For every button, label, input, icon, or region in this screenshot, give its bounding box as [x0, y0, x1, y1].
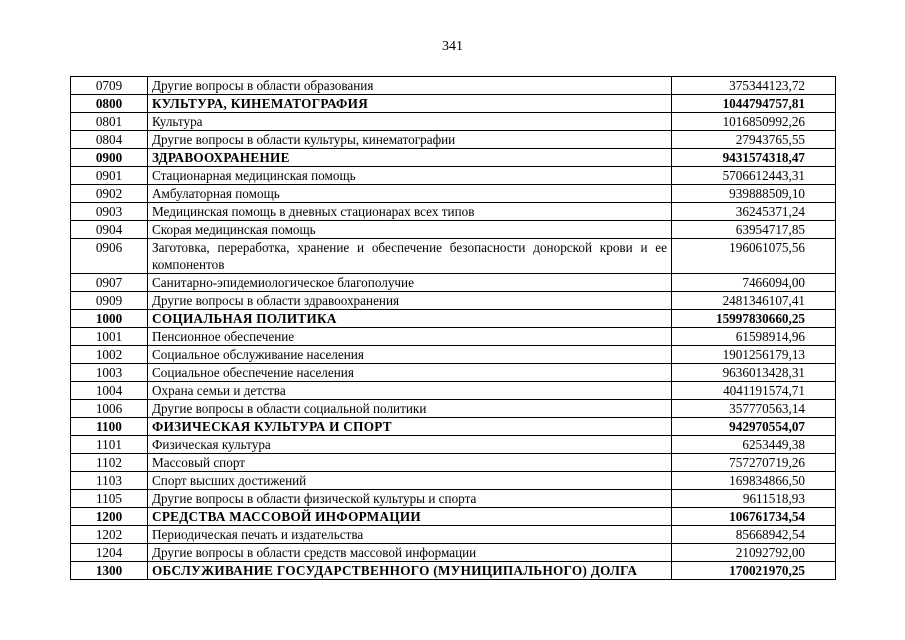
table-row: [71, 454, 836, 472]
name-cell: ЗДРАВООХРАНЕНИЕ: [148, 149, 672, 167]
table-row: [71, 292, 836, 310]
name-cell: ОБСЛУЖИВАНИЕ ГОСУДАРСТВЕННОГО (МУНИЦИПАЛЬНОГО) ДОЛГА: [148, 562, 672, 580]
name-cell: Другие вопросы в области физической культуры и спорта: [148, 490, 672, 508]
name-cell: Другие вопросы в области образования: [148, 77, 672, 95]
section-row: [71, 149, 836, 167]
table-row: [71, 382, 836, 400]
amount-cell: 9611518,93: [672, 490, 836, 508]
name-cell: Массовый спорт: [148, 454, 672, 472]
amount-cell: 4041191574,71: [672, 382, 836, 400]
section-row: [71, 418, 836, 436]
table-row: [71, 364, 836, 382]
amount-cell: 170021970,25: [672, 562, 836, 580]
name-cell: ФИЗИЧЕСКАЯ КУЛЬТУРА И СПОРТ: [148, 418, 672, 436]
table-row: [71, 113, 836, 131]
amount-cell: 106761734,54: [672, 508, 836, 526]
code-cell: 0902: [71, 185, 148, 203]
code-cell: 0903: [71, 203, 148, 221]
name-cell: Медицинская помощь в дневных стационарах всех типов: [148, 203, 672, 221]
code-cell: 1002: [71, 346, 148, 364]
section-row: [71, 562, 836, 580]
amount-cell: 7466094,00: [672, 274, 836, 292]
table-row: [71, 77, 836, 95]
code-cell: 1105: [71, 490, 148, 508]
amount-cell: 169834866,50: [672, 472, 836, 490]
amount-cell: 939888509,10: [672, 185, 836, 203]
table-row: [71, 274, 836, 292]
table-row: [71, 544, 836, 562]
table-row: [71, 526, 836, 544]
name-cell: Социальное обеспечение населения: [148, 364, 672, 382]
section-row: [71, 95, 836, 113]
name-cell: Санитарно-эпидемиологическое благополучие: [148, 274, 672, 292]
name-cell: Периодическая печать и издательства: [148, 526, 672, 544]
table-row: [71, 490, 836, 508]
amount-cell: 357770563,14: [672, 400, 836, 418]
table-row: [71, 185, 836, 203]
amount-cell: 36245371,24: [672, 203, 836, 221]
code-cell: 0909: [71, 292, 148, 310]
code-cell: 0904: [71, 221, 148, 239]
name-cell: Другие вопросы в области социальной политики: [148, 400, 672, 418]
name-cell: СРЕДСТВА МАССОВОЙ ИНФОРМАЦИИ: [148, 508, 672, 526]
amount-cell: 375344123,72: [672, 77, 836, 95]
code-cell: 0907: [71, 274, 148, 292]
code-cell: 0709: [71, 77, 148, 95]
table-row: [71, 472, 836, 490]
name-cell: Пенсионное обеспечение: [148, 328, 672, 346]
amount-cell: 1016850992,26: [672, 113, 836, 131]
name-cell: Физическая культура: [148, 436, 672, 454]
table-row: [71, 221, 836, 239]
code-cell: 1001: [71, 328, 148, 346]
amount-cell: 9636013428,31: [672, 364, 836, 382]
table-row: [71, 239, 836, 274]
code-cell: 0901: [71, 167, 148, 185]
code-cell: 0906: [71, 239, 148, 274]
budget-table: [70, 76, 836, 580]
amount-cell: 1901256179,13: [672, 346, 836, 364]
name-cell: Скорая медицинская помощь: [148, 221, 672, 239]
table-row: [71, 131, 836, 149]
amount-cell: 2481346107,41: [672, 292, 836, 310]
name-cell: Заготовка, переработка, хранение и обеспечение безопасности донорской крови и ее компонентов: [148, 239, 672, 274]
name-cell: Другие вопросы в области здравоохранения: [148, 292, 672, 310]
table-row: [71, 400, 836, 418]
name-cell: КУЛЬТУРА, КИНЕМАТОГРАФИЯ: [148, 95, 672, 113]
code-cell: 1004: [71, 382, 148, 400]
amount-cell: 27943765,55: [672, 131, 836, 149]
amount-cell: 1044794757,81: [672, 95, 836, 113]
name-cell: Охрана семьи и детства: [148, 382, 672, 400]
code-cell: 1202: [71, 526, 148, 544]
code-cell: 1006: [71, 400, 148, 418]
code-cell: 1103: [71, 472, 148, 490]
amount-cell: 63954717,85: [672, 221, 836, 239]
name-cell: Культура: [148, 113, 672, 131]
code-cell: 1200: [71, 508, 148, 526]
code-cell: 1102: [71, 454, 148, 472]
name-cell: СОЦИАЛЬНАЯ ПОЛИТИКА: [148, 310, 672, 328]
amount-cell: 5706612443,31: [672, 167, 836, 185]
table-row: [71, 203, 836, 221]
amount-cell: 9431574318,47: [672, 149, 836, 167]
table-row: [71, 346, 836, 364]
name-cell: Спорт высших достижений: [148, 472, 672, 490]
name-cell: Стационарная медицинская помощь: [148, 167, 672, 185]
code-cell: 1000: [71, 310, 148, 328]
amount-cell: 85668942,54: [672, 526, 836, 544]
name-cell: Другие вопросы в области культуры, кинематографии: [148, 131, 672, 149]
code-cell: 0900: [71, 149, 148, 167]
amount-cell: 196061075,56: [672, 239, 836, 274]
code-cell: 0801: [71, 113, 148, 131]
code-cell: 1003: [71, 364, 148, 382]
code-cell: 0804: [71, 131, 148, 149]
page-number: 341: [442, 39, 463, 54]
amount-cell: 61598914,96: [672, 328, 836, 346]
budget-table-body: [71, 77, 836, 580]
table-row: [71, 436, 836, 454]
code-cell: 1101: [71, 436, 148, 454]
amount-cell: 6253449,38: [672, 436, 836, 454]
amount-cell: 21092792,00: [672, 544, 836, 562]
name-cell: Другие вопросы в области средств массовой информации: [148, 544, 672, 562]
name-cell: Амбулаторная помощь: [148, 185, 672, 203]
amount-cell: 757270719,26: [672, 454, 836, 472]
table-row: [71, 328, 836, 346]
code-cell: 1100: [71, 418, 148, 436]
table-row: [71, 167, 836, 185]
code-cell: 0800: [71, 95, 148, 113]
section-row: [71, 508, 836, 526]
code-cell: 1300: [71, 562, 148, 580]
amount-cell: 15997830660,25: [672, 310, 836, 328]
name-cell: Социальное обслуживание населения: [148, 346, 672, 364]
code-cell: 1204: [71, 544, 148, 562]
section-row: [71, 310, 836, 328]
amount-cell: 942970554,07: [672, 418, 836, 436]
